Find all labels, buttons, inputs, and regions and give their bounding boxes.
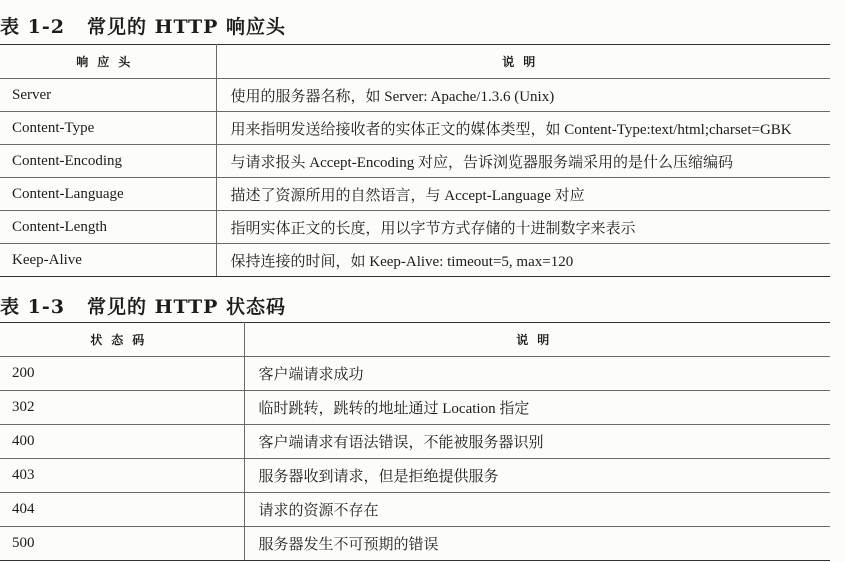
table-row (0, 244, 830, 277)
table-row (0, 527, 830, 561)
header-description-cell: 指明实体正文的长度，用以字节方式存储的十进制数字来表示 (216, 211, 830, 244)
status-description-cell: 客户端请求成功 (244, 357, 830, 391)
status-description-cell: 服务器发生不可预期的错误 (244, 527, 830, 561)
table-row (0, 493, 830, 527)
header-description-cell: 保持连接的时间，如 Keep-Alive: timeout=5, max=120 (216, 244, 830, 277)
header-name-cell: Content-Language (0, 178, 216, 211)
table-row (0, 211, 830, 244)
table-row (0, 357, 830, 391)
status-description-cell: 服务器收到请求，但是拒绝提供服务 (244, 459, 830, 493)
table-row (0, 391, 830, 425)
http-status-codes-table (0, 322, 830, 561)
status-code-cell: 404 (0, 493, 244, 527)
header-description-cell: 描述了资源所用的自然语言，与 Accept-Language 对应 (216, 178, 830, 211)
table-row (0, 178, 830, 211)
table-header-row (0, 45, 830, 79)
header-description-cell: 用来指明发送给接收者的实体正文的媒体类型，如 Content-Type:text/html;charset=GBK (216, 112, 830, 145)
caption-number: 表 1-2 (0, 16, 65, 38)
header-name-cell: Content-Encoding (0, 145, 216, 178)
caption-number: 表 1-3 (0, 296, 65, 318)
caption-title: 常见的 HTTP 响应头 (86, 16, 287, 38)
table-row (0, 425, 830, 459)
column-header-description: 说明 (244, 323, 830, 357)
status-description-cell: 临时跳转，跳转的地址通过 Location 指定 (244, 391, 830, 425)
header-name-cell: Content-Length (0, 211, 216, 244)
column-header-code: 状态码 (0, 323, 244, 357)
status-code-cell: 403 (0, 459, 244, 493)
header-description-cell: 与请求报头 Accept-Encoding 对应，告诉浏览器服务端采用的是什么压缩编码 (216, 145, 830, 178)
column-header-name: 响应头 (0, 45, 216, 79)
column-header-description: 说明 (216, 45, 830, 79)
status-description-cell: 客户端请求有语法错误，不能被服务器识别 (244, 425, 830, 459)
table-1-3-caption (0, 292, 308, 319)
status-code-cell: 302 (0, 391, 244, 425)
status-description-cell: 请求的资源不存在 (244, 493, 830, 527)
status-code-cell: 400 (0, 425, 244, 459)
caption-title: 常见的 HTTP 状态码 (86, 296, 287, 318)
header-description-cell: 使用的服务器名称，如 Server: Apache/1.3.6 (Unix) (216, 79, 830, 112)
status-code-cell: 200 (0, 357, 244, 391)
table-row (0, 145, 830, 178)
header-name-cell: Server (0, 79, 216, 112)
header-name-cell: Content-Type (0, 112, 216, 145)
table-1-2-caption (0, 12, 308, 39)
table-row (0, 79, 830, 112)
table-row (0, 112, 830, 145)
table-row (0, 459, 830, 493)
status-code-cell: 500 (0, 527, 244, 561)
table-header-row (0, 323, 830, 357)
header-name-cell: Keep-Alive (0, 244, 216, 277)
http-response-headers-table (0, 44, 830, 277)
